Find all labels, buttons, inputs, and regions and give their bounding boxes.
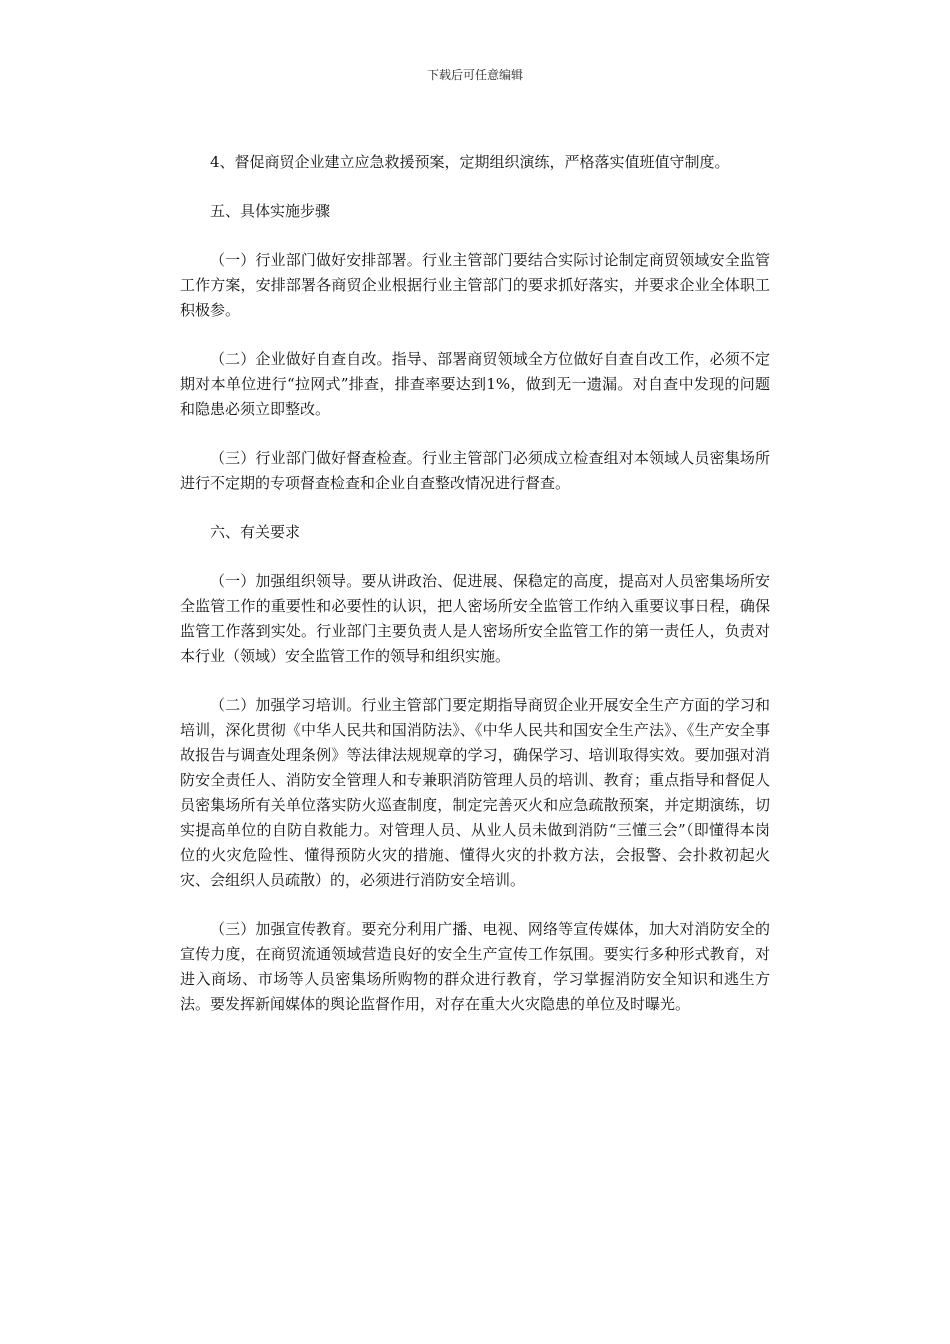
paragraph-requirement-1: （一）加强组织领导。要从讲政治、促进展、保稳定的高度，提高对人员密集场所安全监管工作的重要性和必要性的认识，把人密场所安全监管工作纳入重要议事日程，确保监管工作落到实处。行业部门主要负责人是人密场所安全监管工作的第一责任人，负责对本行业（领域）安全监管工作的领导和组织实施。	[180, 572, 770, 665]
paragraph-requirement-3: （三）加强宣传教育。要充分利用广播、电视、网络等宣传媒体，加大对消防安全的宣传力度，在商贸流通领域营造良好的安全生产宣传工作氛围。要实行多种形式教育，对进入商场、市场等人员密集场所购物的群众进行教育，学习掌握消防安全知识和逃生方法。要发挥新闻媒体的舆论监督作用，对存在重大火灾隐患的单位及时曝光。	[180, 920, 770, 1013]
document-body	[180, 150, 770, 1041]
paragraph-step-2: （二）企业做好自查自改。指导、部署商贸领域全方位做好自查自改工作，必须不定期对本单位进行“拉网式”排查，排查率要达到1%，做到无一遗漏。对自查中发现的问题和隐患必须立即整改。	[180, 350, 770, 418]
section-heading-5: 五、具体实施步骤	[210, 202, 331, 220]
paragraph-item-4: 4、督促商贸企业建立应急救援预案，定期组织演练，严格落实值班值守制度。	[210, 153, 730, 171]
paragraph-step-1: （一）行业部门做好安排部署。行业主管部门要结合实际讨论制定商贸领域安全监管工作方案，安排部署各商贸企业根据行业主管部门的要求抓好落实，并要求企业全体职工积极参。	[180, 251, 770, 319]
paragraph-requirement-2: （二）加强学习培训。行业主管部门要定期指导商贸企业开展安全生产方面的学习和培训，深化贯彻《中华人民共和国消防法》、《中华人民共和国安全生产法》、《生产安全事故报告与调查处理条例》等法律法规规章的学习，确保学习、培训取得实效。要加强对消防安全责任人、消防安全管理人和专兼职消防管理人员的培训、教育；重点指导和督促人员密集场所有关单位落实防火巡查制度，制定完善灭火和应急疏散预案，并定期演练，切实提高单位的自防自救能力。对管理人员、从业人员未做到消防“三懂三会”（即懂得本岗位的火灾危险性、懂得预防火灾的措施、懂得火灾的扑救方法，会报警、会扑救初起火灾、会组织人员疏散）的，必须进行消防安全培训。	[180, 696, 770, 889]
paragraph-step-3: （三）行业部门做好督查检查。行业主管部门必须成立检查组对本领域人员密集场所进行不定期的专项督查检查和企业自查整改情况进行督查。	[180, 449, 770, 492]
section-heading-6: 六、有关要求	[210, 523, 301, 541]
page-header: 下载后可任意编辑	[426, 68, 523, 82]
